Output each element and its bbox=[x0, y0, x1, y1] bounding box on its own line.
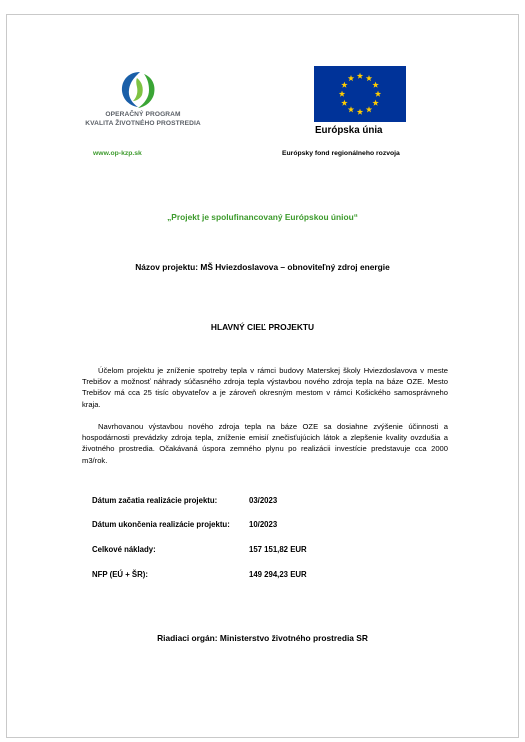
detail-value: 157 151,82 EUR bbox=[249, 545, 307, 554]
detail-label: Dátum začatia realizácie projektu: bbox=[92, 496, 218, 505]
eu-flag-icon bbox=[314, 66, 406, 122]
eu-label: Európska únia bbox=[315, 125, 383, 136]
goal-paragraph-2: Navrhovanou výstavbou nového zdroja tepla na báze OZE sa dosiahne zvýšenie účinnosti a hospodárnosti prevádzky zdroja tepla, zníženie emisií znečisťujúcich látok a zlepšenie kvality ovzdušia a životného prostredia. Očakávaná úspora zemného plynu po realizácii investície predstavuje cca 2000 m3/rok. bbox=[82, 422, 448, 465]
op-kzp-logo-text bbox=[82, 111, 204, 128]
cofinancing-note: „Projekt je spolufinancovaný Európskou úniou“ bbox=[167, 212, 358, 222]
goal-paragraph-1: Účelom projektu je zníženie spotreby tepla v rámci budovy Materskej školy Hviezdoslavova v meste Trebišov a možnosť náhrady súčasného zdroja tepla výstavbou nového zdroja tepla na báze OZE. Mesto Trebišov má cca 25 tisíc obyvateľov a je zároveň okresným mestom v rámci Košického samosprávneho kraja. bbox=[82, 366, 448, 409]
detail-value: 149 294,23 EUR bbox=[249, 570, 307, 579]
detail-label: Celkové náklady: bbox=[92, 545, 156, 554]
detail-value: 03/2023 bbox=[249, 496, 278, 505]
detail-row-end-date bbox=[92, 520, 452, 532]
detail-row-nfp bbox=[92, 570, 452, 582]
detail-value: 10/2023 bbox=[249, 520, 278, 529]
detail-row-total-costs bbox=[92, 545, 452, 557]
op-kzp-link[interactable]: www.op-kzp.sk bbox=[93, 150, 142, 157]
detail-label: Dátum ukončenia realizácie projektu: bbox=[92, 520, 230, 529]
op-kzp-logo-icon bbox=[118, 68, 158, 112]
detail-row-start-date bbox=[92, 496, 452, 508]
eu-fund-label: Európsky fond regionálneho rozvoja bbox=[282, 150, 400, 157]
op-logo-line1: OPERAČNÝ PROGRAM bbox=[105, 111, 181, 118]
managing-authority: Riadiaci orgán: Ministerstvo životného prostredia SR bbox=[157, 633, 368, 643]
goal-title: HLAVNÝ CIEĽ PROJEKTU bbox=[210, 322, 315, 332]
detail-label: NFP (EÚ + ŠR): bbox=[92, 570, 148, 579]
op-logo-line2: KVALITA ŽIVOTNÉHO PROSTREDIA bbox=[85, 119, 201, 127]
project-name: Názov projektu: MŠ Hviezdoslavova – obnoviteľný zdroj energie bbox=[135, 262, 390, 272]
